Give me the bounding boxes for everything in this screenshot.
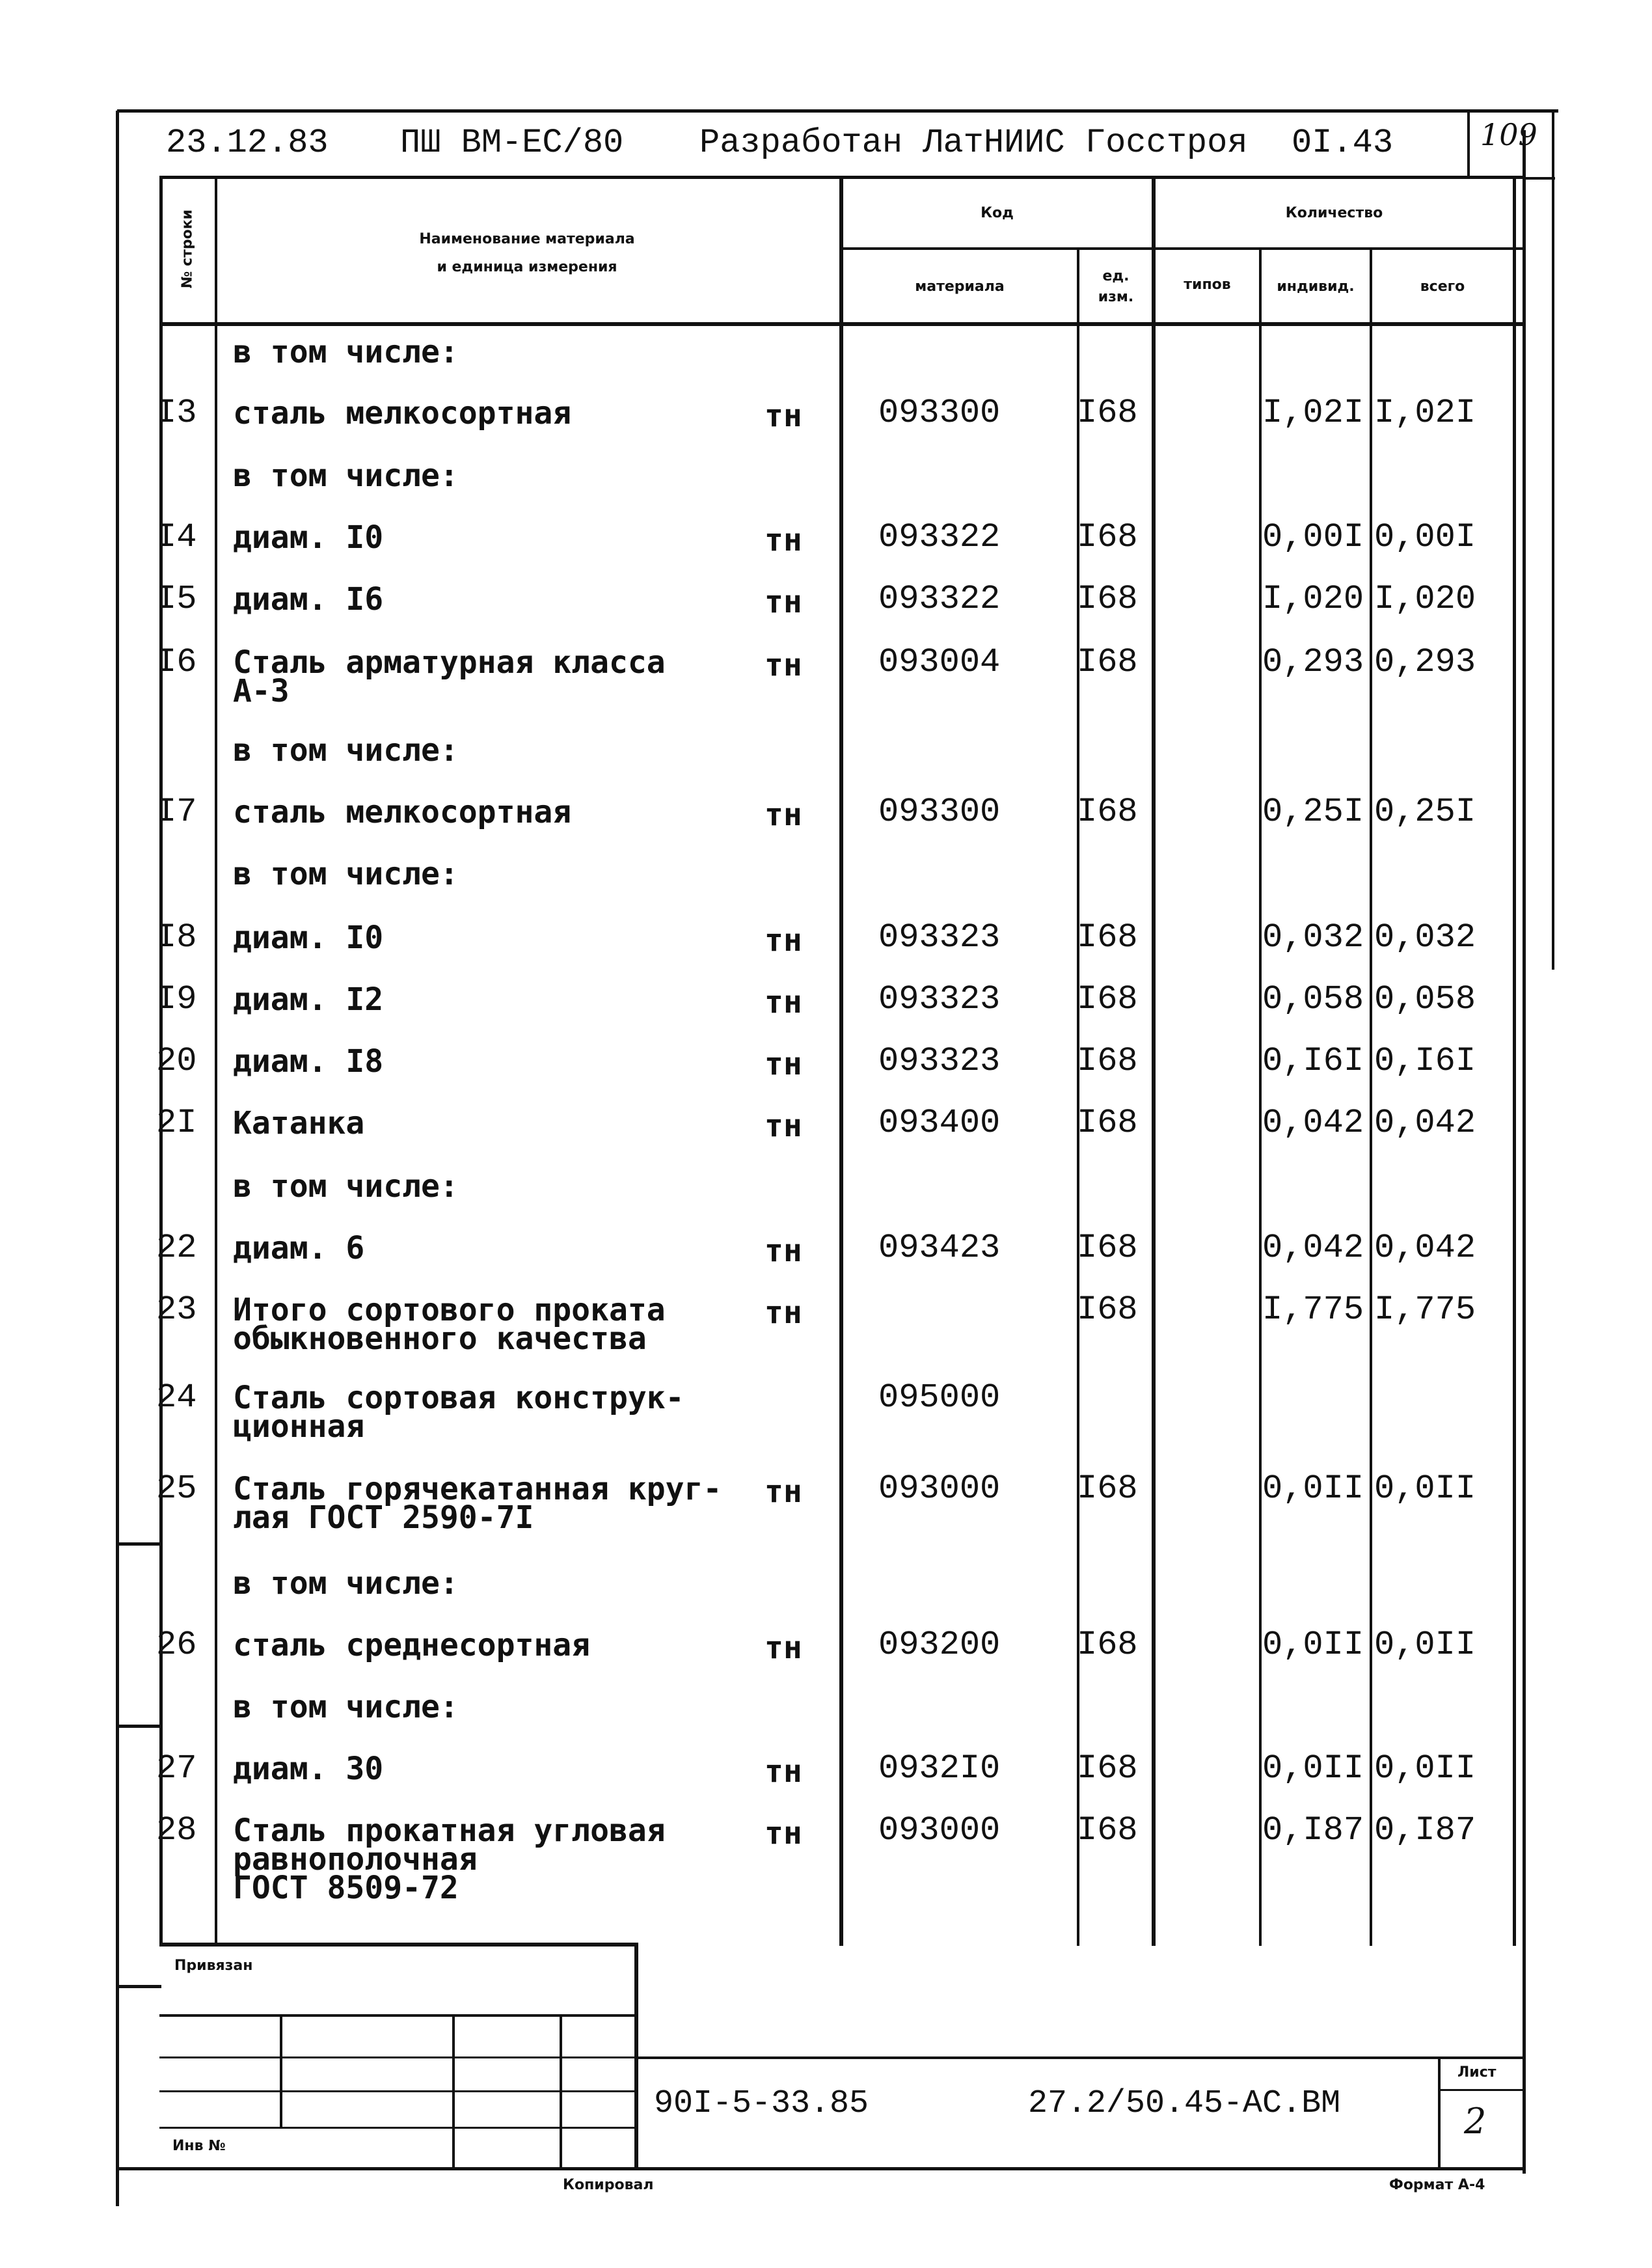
stamp-sheet-label: Лист [1457, 2064, 1496, 2081]
row-number: 23 [156, 1291, 197, 1329]
row-name: в том числе: [233, 732, 459, 769]
row-qty-individual: 0,0II [1262, 1749, 1364, 1788]
row-qty-total: 0,058 [1374, 980, 1476, 1018]
row-material-code: 093323 [878, 1042, 1001, 1080]
col-line-material [1077, 247, 1079, 1946]
row-name-cont: А-3 [233, 673, 290, 709]
col-head-total: всего [1420, 279, 1465, 295]
stamp-doc-number: 27.2/50.45-АС.ВМ [1028, 2085, 1341, 2122]
row-unit: тн [765, 1753, 802, 1790]
row-unit-code: I68 [1077, 1291, 1138, 1329]
row-material-code: 093423 [878, 1229, 1001, 1267]
row-name: Итого сортового проката [233, 1292, 666, 1328]
row-qty-total: 0,0II [1374, 1469, 1476, 1508]
col-head-name-2: и единица измерения [437, 259, 617, 275]
row-qty-total: 0,00I [1374, 518, 1476, 556]
frame-right-top [1523, 177, 1555, 180]
row-unit-code: I68 [1077, 1229, 1138, 1267]
row-unit: тн [765, 1815, 802, 1851]
stamp-row-line [159, 2127, 638, 2129]
row-qty-individual: 0,032 [1262, 918, 1364, 957]
row-unit: тн [765, 922, 802, 959]
row-qty-individual: 0,0II [1262, 1469, 1364, 1508]
stamp-col-line [280, 2014, 282, 2128]
row-qty-individual: 0,0II [1262, 1626, 1364, 1664]
row-number: 22 [156, 1229, 197, 1267]
stamp-row-line [159, 2056, 638, 2058]
row-material-code: 093300 [878, 394, 1001, 432]
row-material-code: 093200 [878, 1626, 1001, 1664]
col-head-individual: индивид. [1277, 279, 1355, 295]
row-unit-code: I68 [1077, 1626, 1138, 1664]
row-number: 25 [156, 1469, 197, 1508]
row-unit: тн [765, 797, 802, 833]
row-name-cont: лая ГОСТ 2590-7I [233, 1499, 534, 1536]
row-qty-individual: I,020 [1262, 580, 1364, 618]
row-material-code: 093300 [878, 793, 1001, 831]
row-name: в том числе: [233, 458, 459, 494]
col-head-code-unit-2: изм. [1098, 289, 1134, 305]
margin-mark [116, 1985, 161, 1988]
frame-top [117, 109, 1558, 113]
stamp-format-label: Формат А-4 [1389, 2177, 1485, 2193]
row-unit: тн [765, 1630, 802, 1666]
col-head-name-1: Наименование материала [419, 231, 635, 247]
row-name: Сталь арматурная класса [233, 644, 666, 681]
stamp-row-line [159, 2090, 638, 2092]
col-head-code-material: материала [915, 279, 1005, 295]
row-unit-code: I68 [1077, 1104, 1138, 1142]
row-unit-code: I68 [1077, 643, 1138, 681]
row-qty-individual: I,02I [1262, 394, 1364, 432]
col-head-code-unit-1: ед. [1102, 268, 1130, 284]
row-qty-total: 0,293 [1374, 643, 1476, 681]
row-qty-individual: 0,I87 [1262, 1811, 1364, 1850]
row-number: 24 [156, 1378, 197, 1417]
frame-right-outer [1552, 111, 1554, 970]
col-head-quantity: Количество [1285, 205, 1383, 221]
row-name: диам. I0 [233, 519, 384, 556]
row-unit: тн [765, 584, 802, 620]
col-line-indiv [1370, 247, 1372, 1946]
row-material-code: 093322 [878, 518, 1001, 556]
header-developer: Разработан ЛатНИИС Госстроя [699, 124, 1248, 162]
row-name: сталь мелкосортная [233, 395, 572, 431]
row-qty-individual: 0,042 [1262, 1229, 1364, 1267]
row-number: 26 [156, 1626, 197, 1664]
row-number: 28 [156, 1811, 197, 1850]
row-qty-individual: 0,I6I [1262, 1042, 1364, 1080]
row-unit-code: I68 [1077, 1469, 1138, 1508]
row-number: I7 [156, 793, 197, 831]
row-unit-code: I68 [1077, 1749, 1138, 1788]
row-unit: тн [765, 647, 802, 683]
col-line-name [839, 176, 843, 1946]
row-number: 2I [156, 1104, 197, 1142]
row-name: диам. I0 [233, 920, 384, 956]
stamp-sheet-number: 2 [1464, 2101, 1487, 2142]
row-qty-individual: I,775 [1262, 1291, 1364, 1329]
stamp-col-line [452, 2014, 455, 2170]
stamp-box-top [159, 1943, 638, 1947]
row-number: I3 [156, 394, 197, 432]
frame-bottom [116, 2167, 1524, 2170]
row-name: диам. 30 [233, 1751, 384, 1787]
row-name: диам. I8 [233, 1043, 384, 1080]
col-line-typical [1259, 247, 1262, 1946]
row-material-code: 093004 [878, 643, 1001, 681]
row-name: диам. I2 [233, 981, 384, 1018]
frame-right [1523, 130, 1526, 2174]
row-qty-total: 0,25I [1374, 793, 1476, 831]
row-name: Катанка [233, 1105, 365, 1141]
table-subhead-line [839, 247, 1524, 250]
page-mark: 109 [1480, 117, 1537, 152]
row-qty-individual: 0,25I [1262, 793, 1364, 831]
frame-left [116, 111, 119, 2206]
row-qty-total: 0,0II [1374, 1749, 1476, 1788]
row-name: Сталь сортовая конструк- [233, 1380, 684, 1416]
col-line-no [215, 176, 217, 1946]
row-number: 27 [156, 1749, 197, 1788]
stamp-row-line [159, 2014, 638, 2017]
stamp-col-line [560, 2014, 562, 2170]
row-name: сталь мелкосортная [233, 794, 572, 830]
row-name-cont: ционная [233, 1408, 365, 1445]
row-name: в том числе: [233, 1565, 459, 1602]
row-unit: тн [765, 1233, 802, 1269]
row-unit: тн [765, 1294, 802, 1331]
row-qty-total: I,775 [1374, 1291, 1476, 1329]
row-material-code: 093323 [878, 980, 1001, 1018]
row-number: I8 [156, 918, 197, 957]
row-name: Сталь горячекатанная круг- [233, 1471, 722, 1507]
row-qty-individual: 0,042 [1262, 1104, 1364, 1142]
row-unit-code: I68 [1077, 918, 1138, 957]
row-number: 20 [156, 1042, 197, 1080]
row-number: I4 [156, 518, 197, 556]
row-unit: тн [765, 1108, 802, 1144]
row-name: в том числе: [233, 1168, 459, 1205]
row-name: диам. 6 [233, 1230, 365, 1266]
row-unit-code: I68 [1077, 1811, 1138, 1850]
stamp-main-top [634, 2056, 1524, 2059]
row-unit: тн [765, 984, 802, 1020]
row-qty-individual: 0,293 [1262, 643, 1364, 681]
row-unit: тн [765, 1473, 802, 1510]
page-mark-box-left [1467, 111, 1470, 176]
row-name: в том числе: [233, 334, 459, 370]
row-qty-total: 0,032 [1374, 918, 1476, 957]
margin-mark [116, 1725, 161, 1728]
header-code: 0I.43 [1292, 124, 1394, 162]
row-material-code: 0932I0 [878, 1749, 1001, 1788]
row-number: I6 [156, 643, 197, 681]
row-qty-total: 0,0II [1374, 1626, 1476, 1664]
row-name: Сталь прокатная угловая [233, 1812, 666, 1849]
col-head-code: Код [981, 205, 1014, 221]
row-name: сталь среднесортная [233, 1627, 591, 1663]
row-unit-code: I68 [1077, 793, 1138, 831]
row-name: диам. I6 [233, 581, 384, 618]
row-unit-code: I68 [1077, 394, 1138, 432]
row-name-cont: равнополочная [233, 1841, 478, 1878]
row-number: I9 [156, 980, 197, 1018]
header-date: 23.12.83 [166, 124, 329, 162]
row-material-code: 093000 [878, 1811, 1001, 1850]
row-qty-total: 0,042 [1374, 1229, 1476, 1267]
row-unit: тн [765, 1046, 802, 1082]
row-unit: тн [765, 398, 802, 434]
row-qty-total: 0,042 [1374, 1104, 1476, 1142]
row-material-code: 093400 [878, 1104, 1001, 1142]
col-head-typical: типов [1184, 277, 1231, 293]
stamp-doc-code: 90I-5-33.85 [654, 2085, 869, 2122]
row-unit-code: I68 [1077, 1042, 1138, 1080]
row-qty-total: I,02I [1374, 394, 1476, 432]
row-number: I5 [156, 580, 197, 618]
row-name-cont: ГОСТ 8509-72 [233, 1870, 459, 1906]
margin-mark [116, 1542, 161, 1546]
stamp-inv-label: Инв № [172, 2138, 226, 2154]
row-qty-total: I,020 [1374, 580, 1476, 618]
col-line-unit [1152, 176, 1156, 1946]
row-material-code: 093000 [878, 1469, 1001, 1508]
row-qty-total: 0,I6I [1374, 1042, 1476, 1080]
stamp-sheet-mid [1438, 2089, 1524, 2091]
row-qty-individual: 0,00I [1262, 518, 1364, 556]
row-unit: тн [765, 522, 802, 558]
row-name: в том числе: [233, 856, 459, 892]
stamp-bound-label: Привязан [174, 1958, 253, 1974]
row-qty-individual: 0,058 [1262, 980, 1364, 1018]
row-material-code: 095000 [878, 1378, 1001, 1417]
col-line-right [1513, 176, 1516, 1946]
row-name: в том числе: [233, 1689, 459, 1725]
row-unit-code: I68 [1077, 980, 1138, 1018]
row-unit-code: I68 [1077, 518, 1138, 556]
row-name-cont: обыкновенного качества [233, 1320, 647, 1357]
header-series: ПШ ВМ-ЕС/80 [400, 124, 624, 162]
stamp-sheet-left [1438, 2056, 1441, 2170]
row-unit-code: I68 [1077, 580, 1138, 618]
stamp-copied-label: Копировал [563, 2177, 654, 2193]
col-head-row-no: № строки [179, 209, 196, 289]
row-material-code: 093322 [878, 580, 1001, 618]
row-material-code: 093323 [878, 918, 1001, 957]
row-qty-total: 0,I87 [1374, 1811, 1476, 1850]
